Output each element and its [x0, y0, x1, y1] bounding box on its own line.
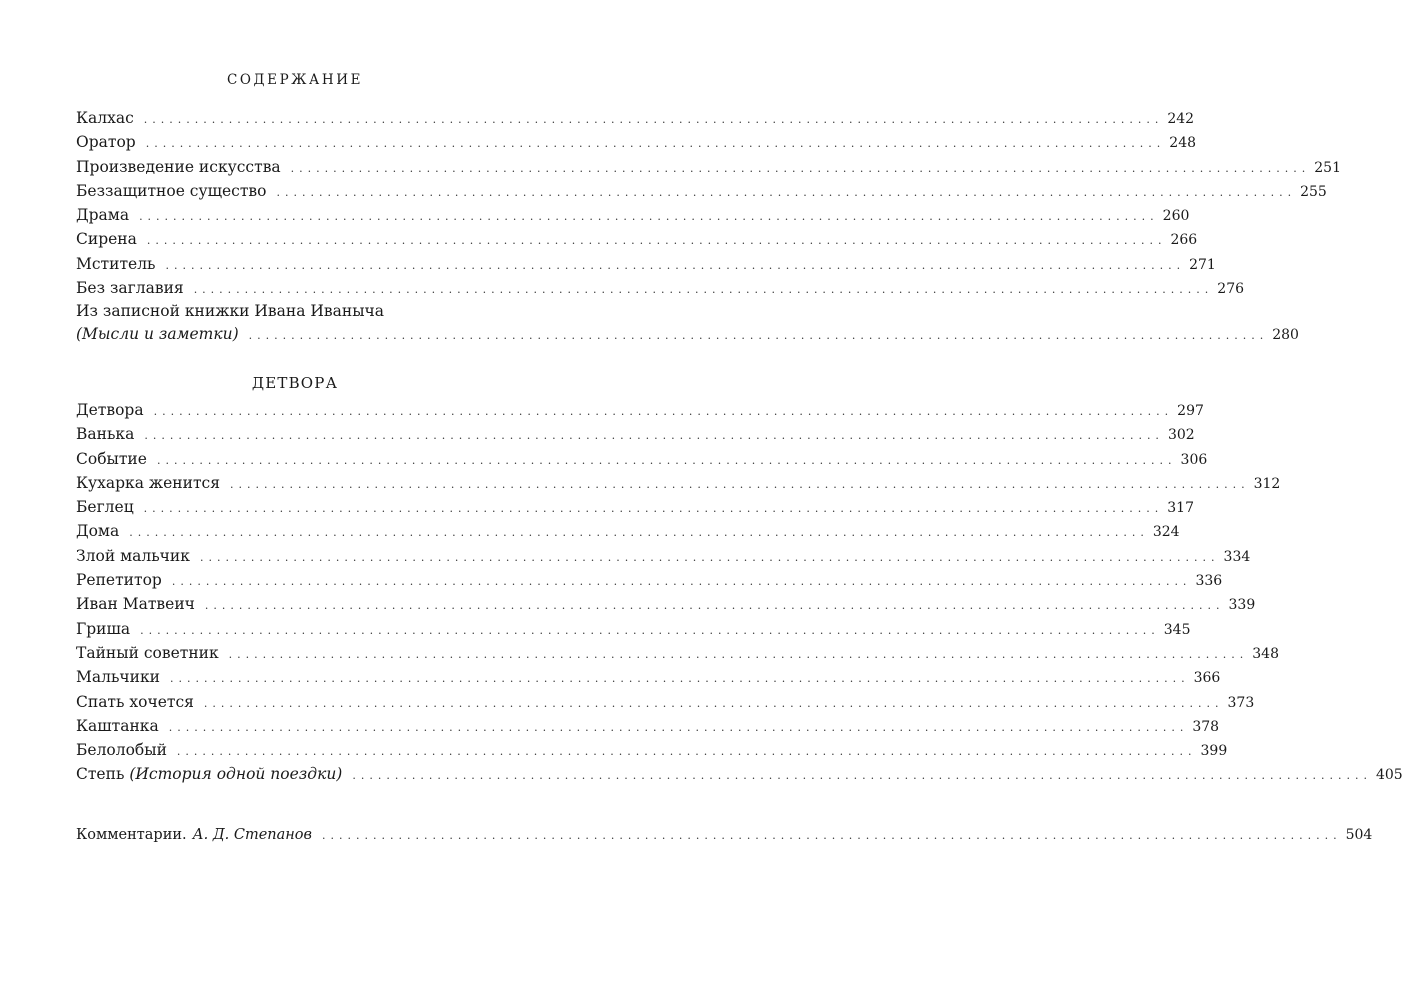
entry-title: Из записной книжки Ивана Иваныча — [76, 302, 385, 321]
entry-title: Гриша — [76, 619, 131, 638]
toc-part-1 — [76, 106, 1341, 347]
toc-entry-multiline[interactable] — [76, 300, 1299, 346]
entry-page: 280 — [1272, 327, 1299, 344]
toc-entry[interactable] — [76, 276, 1245, 300]
toc-entry[interactable] — [76, 641, 1279, 665]
entry-title: Детвора — [76, 401, 144, 419]
toc-entry[interactable] — [76, 398, 1204, 422]
leader-dots: ........................................................................................................................ — [248, 329, 1269, 343]
toc-entry[interactable] — [76, 690, 1255, 714]
toc-entry[interactable] — [76, 252, 1216, 276]
entry-title: Белолобый — [76, 741, 167, 760]
leader-dots: ........................................................................................................................ — [140, 623, 1160, 637]
toc-entry[interactable] — [76, 823, 1373, 847]
leader-dots: ........................................................................................................................ — [156, 453, 1177, 467]
entry-page: 366 — [1193, 670, 1221, 687]
entry-page: 306 — [1180, 451, 1208, 468]
entry-page: 399 — [1200, 743, 1228, 760]
section-title: ДЕТВОРА — [251, 374, 339, 392]
entry-page: 373 — [1227, 694, 1255, 711]
toc-entry[interactable] — [76, 130, 1197, 154]
entry-page: 248 — [1169, 135, 1197, 152]
leader-dots: ........................................................................................................................ — [203, 696, 1224, 710]
entry-author: А. Д. Степанов — [192, 827, 312, 843]
entry-page: 276 — [1217, 281, 1245, 298]
toc-entry[interactable] — [76, 227, 1198, 251]
toc-part-2 — [76, 398, 1403, 787]
entry-page: 271 — [1189, 256, 1216, 273]
entry-page: 297 — [1177, 403, 1204, 419]
entry-subtitle: (История одной поездки) — [129, 765, 343, 784]
toc-entry[interactable] — [76, 106, 1195, 130]
entry-page: 339 — [1228, 597, 1256, 614]
leader-dots: ........................................................................................................................ — [276, 185, 1297, 199]
page-title: СОДЕРЖАНИЕ — [226, 72, 364, 88]
entry-title: Злой мальчик — [76, 546, 190, 565]
entry-title: Иван Матвеич — [76, 595, 195, 614]
entry-title: Мститель — [76, 254, 156, 273]
toc-entry[interactable] — [76, 519, 1180, 543]
leader-dots: ........................................................................................................................ — [143, 502, 1164, 516]
entry-title: Кухарка женится — [76, 473, 221, 492]
entry-page: 317 — [1167, 500, 1194, 517]
entry-title: Мальчики — [76, 668, 160, 687]
leader-dots: ........................................................................................................................ — [146, 234, 1167, 248]
entry-subline — [76, 322, 1299, 346]
entry-title: Беззащитное существо — [76, 181, 267, 200]
leader-dots: ........................................................................................................................ — [352, 769, 1372, 783]
toc-entry[interactable] — [76, 471, 1281, 495]
leader-dots: ........................................................................................................................ — [176, 745, 1197, 759]
entry-page: 255 — [1300, 183, 1327, 200]
leader-dots: ........................................................................................................................ — [199, 550, 1220, 564]
toc-entry[interactable] — [76, 617, 1191, 641]
entry-page: 302 — [1167, 427, 1195, 444]
leader-dots: ........................................................................................................................ — [129, 526, 1149, 540]
entry-page: 336 — [1195, 573, 1223, 590]
entry-page: 266 — [1170, 232, 1198, 249]
entry-title: Без заглавия — [76, 279, 184, 298]
entry-subtitle: (Мысли и заметки) — [76, 325, 239, 344]
entry-page: 242 — [1167, 111, 1195, 127]
entry-title: Событие — [76, 449, 147, 468]
leader-dots: ........................................................................................................................ — [139, 210, 1159, 224]
leader-dots: ........................................................................................................................ — [290, 161, 1311, 175]
leader-dots: ........................................................................................................................ — [230, 477, 1250, 491]
leader-dots: ........................................................................................................................ — [144, 429, 1164, 443]
leader-dots: ........................................................................................................................ — [170, 672, 1190, 686]
entry-page: 405 — [1375, 767, 1403, 784]
entry-page: 378 — [1192, 718, 1220, 735]
toc-entry[interactable] — [76, 447, 1208, 471]
leader-dots: ........................................................................................................................ — [145, 137, 1166, 151]
entry-title: Тайный советник — [76, 643, 219, 662]
leader-dots: ........................................................................................................................ — [165, 258, 1186, 272]
toc-entry[interactable] — [76, 568, 1223, 592]
toc-entry[interactable] — [76, 155, 1341, 179]
leader-dots: ........................................................................................................................ — [153, 405, 1174, 418]
comments-entry[interactable] — [76, 823, 1373, 847]
leader-dots: ........................................................................................................................ — [321, 829, 1342, 842]
toc-entry[interactable] — [76, 762, 1403, 786]
entry-page: 251 — [1314, 159, 1341, 176]
entry-title: Степь — [76, 765, 125, 784]
leader-dots: ........................................................................................................................ — [193, 283, 1214, 297]
leader-dots: ........................................................................................................................ — [168, 720, 1189, 734]
toc-entry[interactable] — [76, 592, 1256, 616]
leader-dots: ........................................................................................................................ — [171, 575, 1192, 589]
entry-title: Беглец — [76, 498, 134, 517]
entry-page: 504 — [1345, 827, 1373, 843]
entry-title: Оратор — [76, 133, 136, 152]
toc-entry[interactable] — [76, 179, 1327, 203]
toc-entry[interactable] — [76, 203, 1190, 227]
entry-title: Сирена — [76, 230, 137, 249]
entry-title: Репетитор — [76, 571, 162, 590]
entry-page: 348 — [1252, 645, 1279, 662]
entry-title: Ванька — [76, 425, 135, 444]
entry-title: Комментарии. — [76, 827, 187, 843]
entry-title: Калхас — [76, 109, 134, 127]
toc-entry[interactable] — [76, 422, 1195, 446]
entry-title: Каштанка — [76, 716, 159, 735]
entry-page: 260 — [1162, 208, 1190, 225]
toc-entry[interactable] — [76, 738, 1228, 762]
toc-entry[interactable] — [76, 665, 1221, 689]
toc-entry[interactable] — [76, 544, 1251, 568]
entry-page: 312 — [1253, 475, 1281, 492]
entry-title: Произведение искусства — [76, 157, 281, 176]
entry-title: Спать хочется — [76, 692, 194, 711]
toc-entry[interactable] — [76, 495, 1194, 519]
entry-title: Дома — [76, 522, 120, 541]
leader-dots: ........................................................................................................................ — [143, 113, 1164, 126]
entry-page: 334 — [1223, 548, 1251, 565]
leader-dots: ........................................................................................................................ — [204, 599, 1225, 613]
leader-dots: ........................................................................................................................ — [228, 647, 1249, 661]
entry-title: Драма — [76, 206, 130, 225]
toc-entry[interactable] — [76, 714, 1220, 738]
entry-page: 324 — [1152, 524, 1180, 541]
entry-page: 345 — [1163, 621, 1191, 638]
